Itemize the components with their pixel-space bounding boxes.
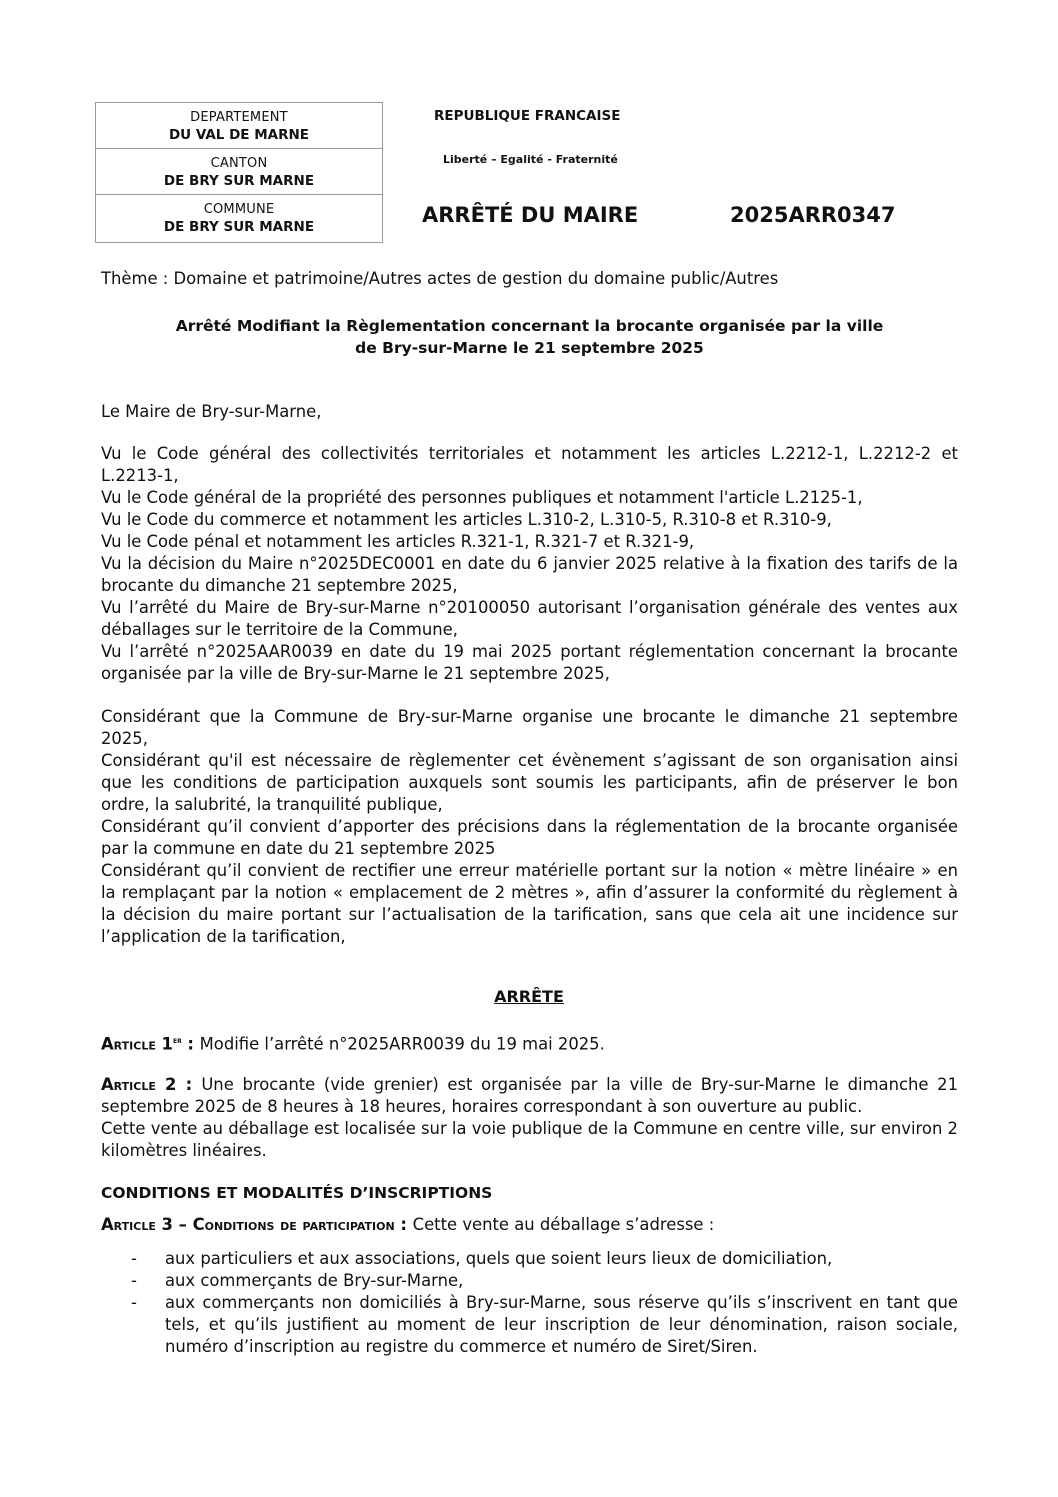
list-item-text: aux commerçants de Bry-sur-Marne, bbox=[165, 1271, 464, 1290]
considerant-paragraph: Considérant qu’il convient de rectifier une erreur matérielle portant sur la notion « mètre linéaire » en la remplaçant par la notion « emplacement de 2 mètres », afin d’assurer la conformité du règlement à la décision du maire portant sur l’actualisation de la tarification, sans que cela ait une incidence sur l’application de la tarification, bbox=[101, 861, 958, 946]
article-2-paragraph: Cette vente au déballage est localisée sur la voie publique de la Commune en centre ville, sur environ 2 kilomètres linéaires. bbox=[101, 1119, 958, 1160]
object-line: Arrêté Modifiant la Règlementation concernant la brocante organisée par la ville bbox=[175, 317, 884, 335]
devise: Liberté – Egalité - Fraternité bbox=[443, 153, 618, 166]
article-separator: : bbox=[181, 1034, 200, 1054]
participants-list bbox=[101, 1248, 958, 1358]
article-1-label: Article 1 bbox=[101, 1034, 173, 1054]
arrete-title: ARRÊTÉ DU MAIRE bbox=[422, 203, 639, 227]
dash-bullet: - bbox=[131, 1249, 137, 1268]
visa-paragraph: Vu l’arrêté du Maire de Bry-sur-Marne n°20100050 autorisant l’organisation générale des ventes aux déballages sur le territoire de la Commune, bbox=[101, 598, 958, 639]
article-2-text: Une brocante (vide grenier) est organisée par la ville de Bry-sur-Marne le dimanche 21 septembre 2025 de 8 heures à 18 heures, horaires correspondant à son ouverture au public. bbox=[101, 1075, 958, 1116]
article-2-label: Article 2 bbox=[101, 1075, 177, 1094]
article-separator: : bbox=[394, 1215, 413, 1234]
list-item-text: aux commerçants non domiciliés à Bry-sur-Marne, sous réserve qu’ils s’inscrivent en tant que tels, et qu’ils justifient au moment de leur inscription de leur dénomination, raison sociale, numéro d’inscription au registre du commerce et numéro de Siret/Siren. bbox=[165, 1293, 958, 1356]
visa-paragraph: Vu le Code du commerce et notamment les articles L.310-2, L.310-5, R.310-8 et R.310-9, bbox=[101, 510, 832, 529]
dash-bullet: - bbox=[131, 1293, 137, 1312]
list-item bbox=[101, 1248, 958, 1270]
considerant-paragraph: Considérant qu’il convient d’apporter des précisions dans la réglementation de la brocante organisée par la commune en date du 21 septembre 2025 bbox=[101, 817, 958, 858]
article-separator: : bbox=[176, 1075, 202, 1094]
article-3-text: Cette vente au déballage s’adresse : bbox=[412, 1215, 715, 1234]
visa-paragraph: Vu la décision du Maire n°2025DEC0001 en date du 6 janvier 2025 relative à la fixation des tarifs de la brocante du dimanche 21 septembre 2025, bbox=[101, 554, 958, 595]
header-cell-label: CANTON bbox=[210, 156, 268, 171]
header-cell-value: DE BRY SUR MARNE bbox=[163, 173, 315, 189]
article-1-text: Modifie l’arrêté n°2025ARR0039 du 19 mai 2025. bbox=[199, 1034, 605, 1054]
object-line: de Bry-sur-Marne le 21 septembre 2025 bbox=[355, 339, 704, 357]
theme-line: Thème : Domaine et patrimoine/Autres actes de gestion du domaine public/Autres bbox=[101, 269, 779, 288]
header-cell-label: DEPARTEMENT bbox=[190, 110, 288, 125]
conditions-heading: CONDITIONS ET MODALITÉS D’INSCRIPTIONS bbox=[101, 1184, 493, 1202]
arrete-number: 2025ARR0347 bbox=[730, 203, 896, 227]
arrete-object bbox=[101, 315, 958, 359]
considerants-block bbox=[101, 706, 958, 948]
list-item-text: aux particuliers et aux associations, quels que soient leurs lieux de domiciliation, bbox=[165, 1249, 833, 1268]
considerant-paragraph: Considérant que la Commune de Bry-sur-Marne organise une brocante le dimanche 21 septembre 2025, bbox=[101, 707, 958, 748]
visas-block bbox=[101, 443, 958, 685]
arrete-heading: ARRÊTE bbox=[494, 987, 564, 1006]
header-cell-value: DE BRY SUR MARNE bbox=[163, 219, 315, 235]
administrative-header-table bbox=[95, 102, 383, 243]
dash-bullet: - bbox=[131, 1271, 137, 1290]
considerant-paragraph: Considérant qu'il est nécessaire de règlementer cet évènement s’agissant de son organisation ainsi que les conditions de participation auxquels sont soumis les participants, afin de préserver le bon ordre, la salubrité, la tranquilité publique, bbox=[101, 751, 958, 814]
list-item bbox=[101, 1270, 958, 1292]
header-cell-departement bbox=[96, 103, 382, 149]
header-cell-canton bbox=[96, 149, 382, 195]
visa-paragraph: Vu le Code pénal et notamment les articles R.321-1, R.321-7 et R.321-9, bbox=[101, 532, 695, 551]
article-3 bbox=[101, 1214, 958, 1236]
article-1 bbox=[101, 1030, 958, 1055]
header-cell-value: DU VAL DE MARNE bbox=[168, 127, 310, 143]
list-item bbox=[101, 1292, 958, 1358]
maire-line: Le Maire de Bry-sur-Marne, bbox=[101, 402, 322, 421]
visa-paragraph: Vu l’arrêté n°2025AAR0039 en date du 19 mai 2025 portant réglementation concernant la brocante organisée par la ville de Bry-sur-Marne le 21 septembre 2025, bbox=[101, 642, 958, 683]
header-cell-label: COMMUNE bbox=[203, 202, 275, 217]
visa-paragraph: Vu le Code général de la propriété des personnes publiques et notamment l'article L.2125-1, bbox=[101, 488, 863, 507]
republique-heading: REPUBLIQUE FRANCAISE bbox=[434, 108, 621, 124]
article-3-label: Article 3 – Conditions de participation bbox=[101, 1215, 395, 1234]
article-1-sup: er bbox=[172, 1036, 182, 1046]
visa-paragraph: Vu le Code général des collectivités territoriales et notamment les articles L.2212-1, L.2212-2 et L.2213-1, bbox=[101, 444, 958, 485]
article-2-paragraph bbox=[101, 1074, 958, 1118]
article-2 bbox=[101, 1074, 958, 1162]
header-cell-commune bbox=[96, 195, 382, 242]
